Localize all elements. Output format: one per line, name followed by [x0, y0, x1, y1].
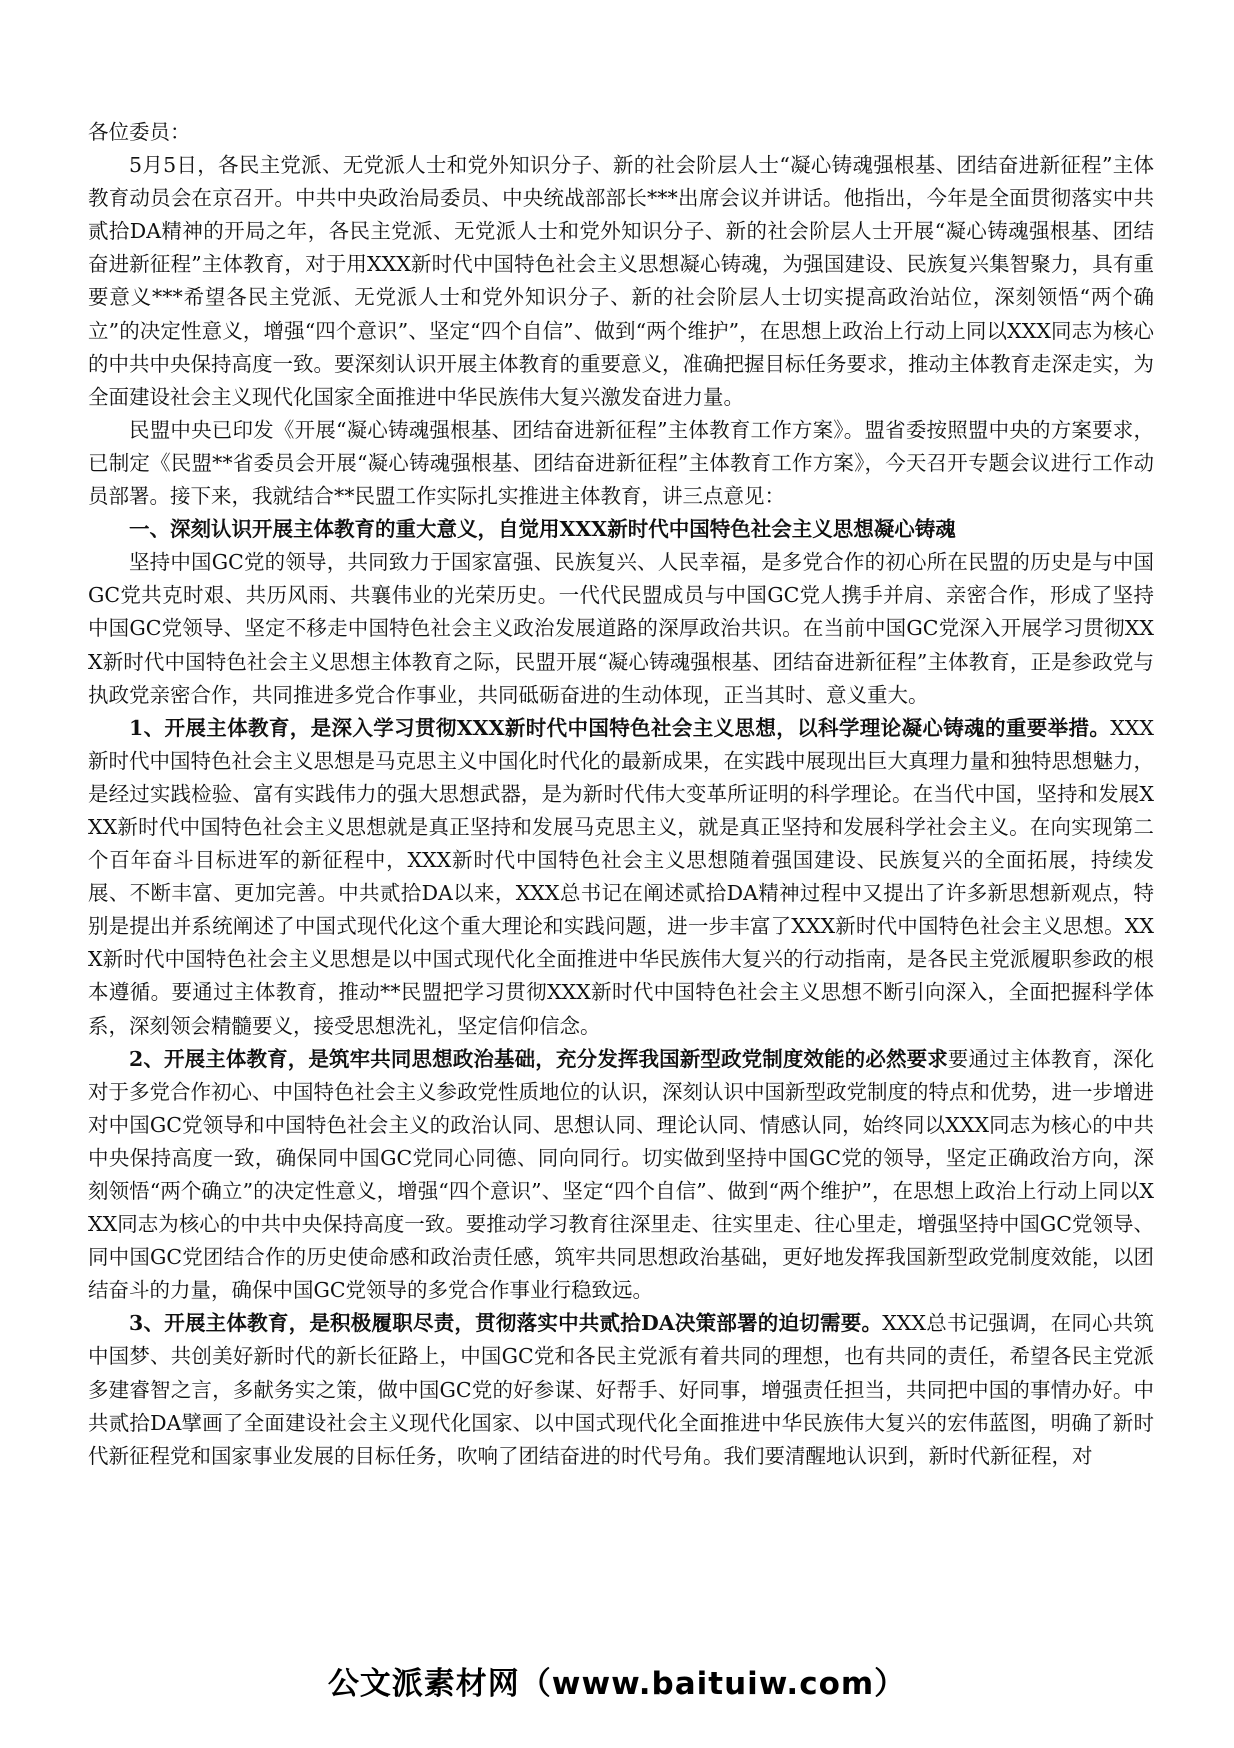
- paragraph-history: 坚持中国GC党的领导，共同致力于国家富强、民族复兴、人民幸福，是多党合作的初心所在民盟的历史是与中国GC党共克时艰、共历风雨、共襄伟业的光荣历史。一代代民盟成员与中国GC党人携手并肩、亲密合作，形成了坚持中国GC党领导、坚定不移走中国特色社会主义政治发展道路的深厚政治共识。在当前中国GC党深入开展学习贯彻XXX新时代中国特色社会主义思想主体教育之际，民盟开展“凝心铸魂强根基、团结奋进新征程”主体教育，正是参政党与执政党亲密合作，共同推进多党合作事业，共同砥砺奋进的生动体现，正当其时、意义重大。: [88, 550, 1154, 707]
- paragraph-meeting-report: 5月5日，各民主党派、无党派人士和党外知识分子、新的社会阶层人士“凝心铸魂强根基、团结奋进新征程”主体教育动员会在京召开。中共中央政治局委员、中央统战部部长***出席会议并讲话。他指出，今年是全面贯彻落实中共贰拾DA精神的开局之年，各民主党派、无党派人士和党外知识分子、新的社会阶层人士开展“凝心铸魂强根基、团结奋进新征程”主体教育，对于用XXX新时代中国特色社会主义思想凝心铸魂，为强国建设、民族复兴集智聚力，具有重要意义***希望各民主党派、无党派人士和党外知识分子、新的社会阶层人士切实提高政治站位，深刻领悟“两个确立”的决定性意义，增强“四个意识”、坚定“四个自信”、做到“两个维护”，在思想上政治上行动上同以XXX同志为核心的中共中央保持高度一致。要深刻认识开展主体教育的重要意义，准确把握目标任务要求，推动主体教育走深走实，为全面建设社会主义现代化国家全面推进中华民族伟大复兴激发奋进力量。: [88, 153, 1154, 409]
- point-1-body: XXX新时代中国特色社会主义思想是马克思主义中国化时代化的最新成果，在实践中展现出巨大真理力量和独特思想魅力，是经过实践检验、富有实践伟力的强大思想武器，是为新时代伟大变革所证明的科学理论。在当代中国，坚持和发展XXX新时代中国特色社会主义思想就是真正坚持和发展马克思主义，就是真正坚持和发展科学社会主义。在向实现第二个百年奋斗目标进军的新征程中，XXX新时代中国特色社会主义思想随着强国建设、民族复兴的全面拓展，持续发展、不断丰富、更加完善。中共贰拾DA以来，XXX总书记在阐述贰拾DA精神过程中又提出了许多新思想新观点，特别是提出并系统阐述了中国式现代化这个重大理论和实践问题，进一步丰富了XXX新时代中国特色社会主义思想。XXX新时代中国特色社会主义思想是以中国式现代化全面推进中华民族伟大复兴的行动指南，是各民主党派履职参政的根本遵循。要通过主体教育，推动**民盟把学习贯彻XXX新时代中国特色社会主义思想不断引向深入，全面把握科学体系，深刻领会精髓要义，接受思想洗礼，坚定信仰信念。: [88, 715, 1154, 1038]
- point-1-lead: 1、开展主体教育，是深入学习贯彻XXX新时代中国特色社会主义思想，以科学理论凝心铸魂的重要举措。: [129, 715, 1111, 740]
- point-3-body: XXX总书记强调，在同心共筑中国梦、共创美好新时代的新长征路上，中国GC党和各民主党派有着共同的理想，也有共同的责任，希望各民主党派多建睿智之言，多献务实之策，做中国GC党的好参谋、好帮手、好同事，增强责任担当，共同把中国的事情办好。中共贰拾DA擘画了全面建设社会主义现代化国家、以中国式现代化全面推进中华民族伟大复兴的宏伟蓝图，明确了新时代新征程党和国家事业发展的目标任务，吹响了团结奋进的时代号角。我们要清醒地认识到，新时代新征程，对: [88, 1311, 1154, 1468]
- footer-watermark: 公文派素材网（www.baituiw.com）: [327, 1666, 907, 1702]
- paragraph-point-2: [88, 1043, 1154, 1308]
- salutation: 各位委员：: [88, 120, 191, 144]
- paragraph-work-plan: 民盟中央已印发《开展“凝心铸魂强根基、团结奋进新征程”主体教育工作方案》。盟省委按照盟中央的方案要求，已制定《民盟**省委员会开展“凝心铸魂强根基、团结奋进新征程”主体教育工作方案》，今天召开专题会议进行工作动员部署。接下来，我就结合**民盟工作实际扎实推进主体教育，讲三点意见：: [88, 417, 1154, 509]
- point-2-body: 要通过主体教育，深化对于多党合作初心、中国特色社会主义参政党性质地位的认识，深刻认识中国新型政党制度的特点和优势，进一步增进对中国GC党领导和中国特色社会主义的政治认同、思想认同、理论认同、情感认同，始终同以XXX同志为核心的中共中央保持高度一致，确保同中国GC党同心同德、同向同行。切实做到坚持中国GC党的领导，坚定正确政治方向，深刻领悟“两个确立”的决定性意义，增强“四个意识”、坚定“四个自信”、做到“两个维护”，在思想上政治上行动上同以XXX同志为核心的中共中央保持高度一致。要推动学习教育往深里走、往实里走、往心里走，增强坚持中国GC党领导、同中国GC党团结合作的历史使命感和政治责任感，筑牢共同思想政治基础，更好地发挥我国新型政党制度效能，以团结奋斗的力量，确保中国GC党领导的多党合作事业行稳致远。: [88, 1046, 1155, 1303]
- point-2-lead: 2、开展主体教育，是筑牢共同思想政治基础，充分发挥我国新型政党制度效能的必然要求: [129, 1046, 948, 1071]
- point-3-lead: 3、开展主体教育，是积极履职尽责，贯彻落实中共贰拾DA决策部署的迫切需要。: [129, 1311, 883, 1336]
- document-body: [88, 116, 1154, 1473]
- paragraph-point-1: [88, 712, 1154, 1043]
- paragraph-point-3: [88, 1307, 1154, 1472]
- section-heading-1: 一、深刻认识开展主体教育的重大意义，自觉用XXX新时代中国特色社会主义思想凝心铸魂: [129, 517, 956, 542]
